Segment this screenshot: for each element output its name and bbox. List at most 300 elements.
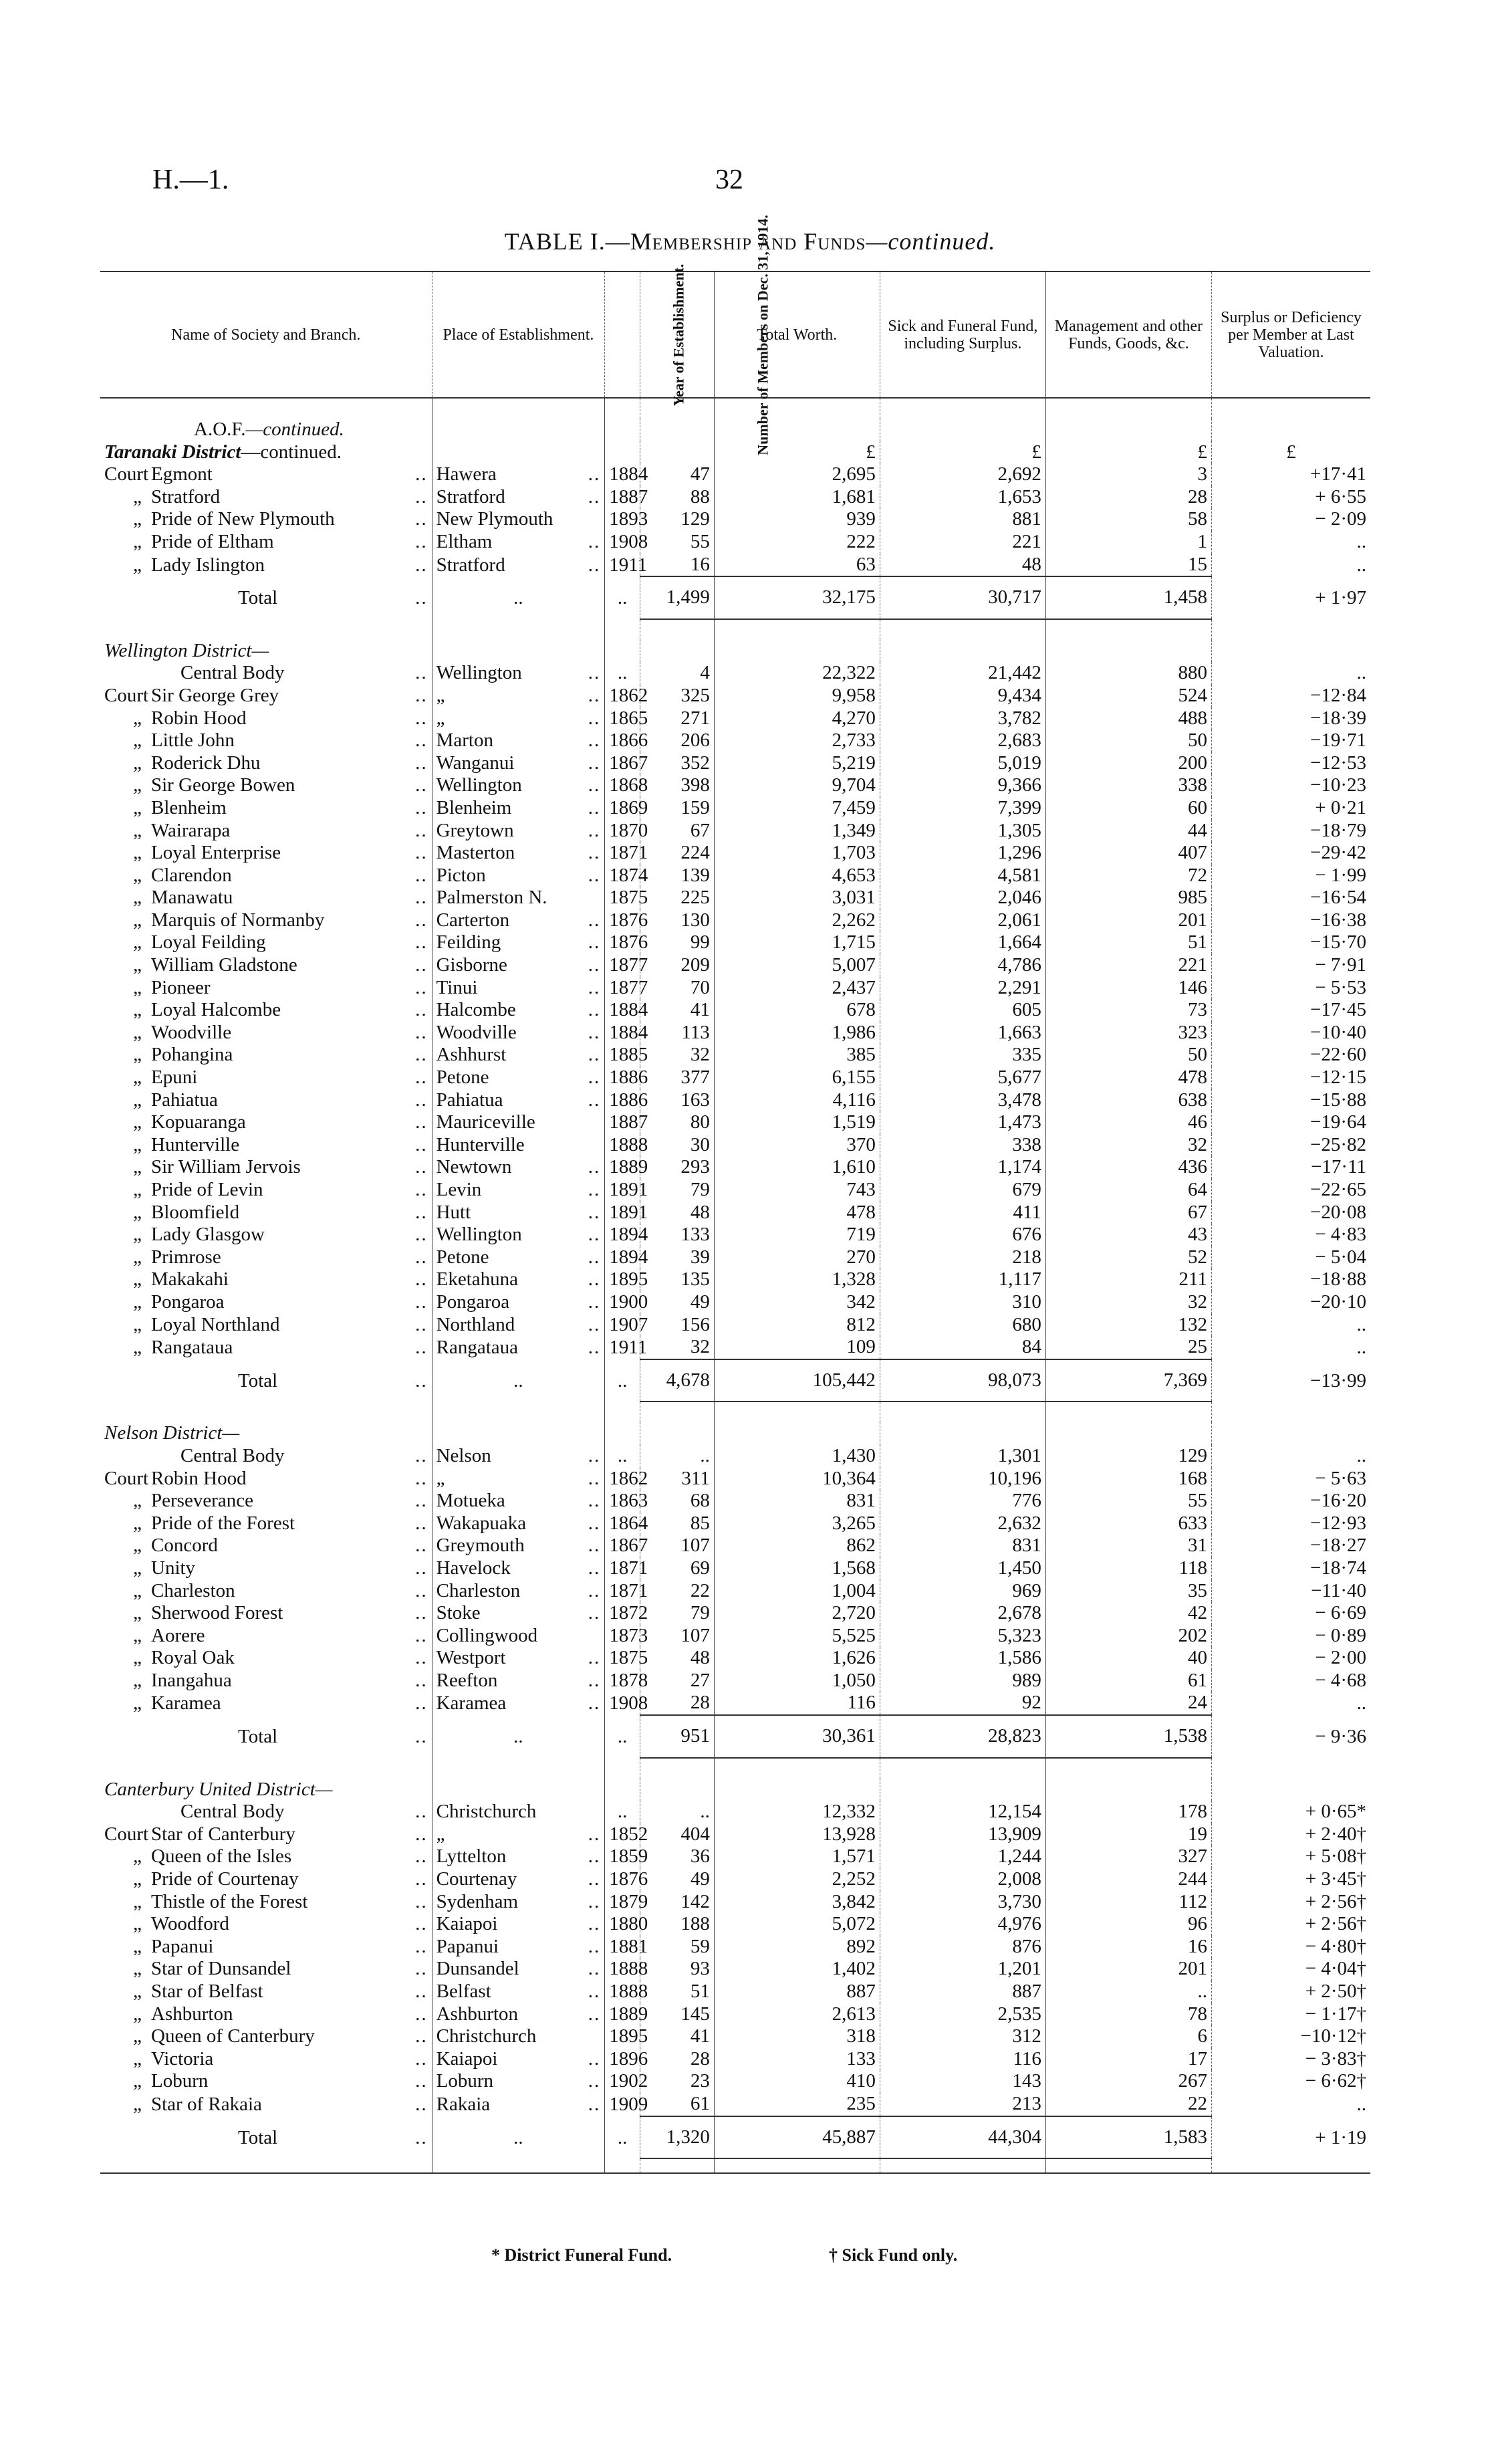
- place-cell: Loburn ..: [432, 2070, 605, 2093]
- currency-cell: [1211, 1422, 1370, 1445]
- surplus-cell: −19·71: [1211, 730, 1370, 752]
- branch-name: Central Body ..: [180, 662, 428, 684]
- surplus-cell: − 7·91: [1211, 954, 1370, 977]
- management-cell: 72: [1045, 865, 1211, 887]
- total-worth-cell: 5,072: [714, 1913, 880, 1936]
- total-worth-cell: 13,928: [714, 1823, 880, 1846]
- total-worth-cell: 2,733: [714, 730, 880, 752]
- year-cell: 1876: [605, 931, 640, 954]
- branch-row: [100, 662, 1370, 685]
- sick-fund-cell: 12,154: [880, 1801, 1045, 1823]
- branch-name: „ Roderick Dhu ..: [133, 752, 428, 774]
- management-cell: 221: [1045, 954, 1211, 977]
- total-worth-cell: 22,322: [714, 662, 880, 685]
- branch-name: „ Woodville ..: [133, 1021, 428, 1043]
- members-cell: 85: [640, 1513, 714, 1535]
- currency-cell: [432, 640, 605, 663]
- branch-row: [100, 1490, 1370, 1513]
- surplus-cell: − 2·09: [1211, 508, 1370, 531]
- place-cell: „ ..: [432, 685, 605, 707]
- total-worth-cell: 831: [714, 1490, 880, 1513]
- surplus-cell: − 4·68: [1211, 1670, 1370, 1692]
- management-cell: 25: [1045, 1336, 1211, 1359]
- sick-fund-cell: 2,678: [880, 1602, 1045, 1625]
- col-header-place: Place of Establishment.: [432, 271, 605, 398]
- year-cell: 1888: [605, 1134, 640, 1157]
- sick-fund-cell: 338: [880, 1134, 1045, 1157]
- members-cell: 30: [640, 1134, 714, 1157]
- year-cell: 1886: [605, 1089, 640, 1112]
- members-cell: 32: [640, 1336, 714, 1359]
- total-worth-cell: 2,252: [714, 1868, 880, 1891]
- sick-fund-cell: 2,535: [880, 2003, 1045, 2026]
- currency-cell: [1045, 1422, 1211, 1445]
- members-cell: 113: [640, 1022, 714, 1044]
- place-cell: Rakaia ..: [432, 2093, 605, 2116]
- currency-cell: [714, 1422, 880, 1445]
- surplus-cell: −15·70: [1211, 931, 1370, 954]
- surplus-cell: ..: [1211, 1445, 1370, 1468]
- end-rule-cell: [605, 2158, 640, 2173]
- sick-fund-cell: 411: [880, 1202, 1045, 1224]
- surplus-cell: + 5·08†: [1211, 1845, 1370, 1868]
- members-cell: 99: [640, 931, 714, 954]
- sick-fund-cell: 213: [880, 2093, 1045, 2116]
- sick-fund-cell: 1,653: [880, 486, 1045, 509]
- total-worth-cell: 4,653: [714, 865, 880, 887]
- management-cell: 202: [1045, 1625, 1211, 1648]
- branch-row: [100, 2093, 1370, 2116]
- branch-row: [100, 1089, 1370, 1112]
- branch-row: [100, 752, 1370, 775]
- page-number: 32: [715, 164, 743, 195]
- place-cell: Petone ..: [432, 1246, 605, 1269]
- year-cell: 1870: [605, 820, 640, 843]
- sick-fund-cell: 605: [880, 999, 1045, 1022]
- sick-fund-cell: 776: [880, 1490, 1045, 1513]
- place-cell: „ ..: [432, 707, 605, 730]
- place-cell: Gisborne ..: [432, 954, 605, 977]
- branch-row: [100, 1625, 1370, 1648]
- surplus-cell: −12·93: [1211, 1513, 1370, 1535]
- management-cell: 51: [1045, 931, 1211, 954]
- spacer-cell: [605, 619, 640, 640]
- sick-fund-cell: 48: [880, 554, 1045, 577]
- management-cell: 327: [1045, 1845, 1211, 1868]
- footnote-asterisk: * District Funeral Fund.: [491, 2245, 672, 2265]
- branch-name: „ Star of Dunsandel ..: [133, 1958, 428, 1980]
- branch-row: [100, 1557, 1370, 1580]
- members-cell: 107: [640, 1535, 714, 1557]
- management-cell: 633: [1045, 1513, 1211, 1535]
- col-header-total-worth: Total Worth.: [714, 271, 880, 398]
- members-cell: 16: [640, 554, 714, 577]
- management-cell: 436: [1045, 1156, 1211, 1179]
- management-cell: 52: [1045, 1246, 1211, 1269]
- sick-fund-cell: 335: [880, 1044, 1045, 1067]
- sick-fund-cell: 312: [880, 2025, 1045, 2048]
- place-cell: Marton ..: [432, 730, 605, 752]
- surplus-cell: − 1·17†: [1211, 2003, 1370, 2026]
- year-cell: 1909: [605, 2093, 640, 2116]
- members-cell: 28: [640, 1692, 714, 1715]
- place-cell: Pongaroa ..: [432, 1291, 605, 1314]
- branch-name: Central Body ..: [180, 1801, 428, 1823]
- currency-cell: [432, 1779, 605, 1801]
- currency-cell: [880, 640, 1045, 663]
- branch-row: [100, 1044, 1370, 1067]
- management-cell: 22: [1045, 2093, 1211, 2116]
- col-header-year: Year of Establishment.: [605, 271, 640, 398]
- place-cell: Eltham ..: [432, 531, 605, 554]
- year-cell: 1871: [605, 1580, 640, 1603]
- branch-row: [100, 1134, 1370, 1157]
- branch-row: [100, 1156, 1370, 1179]
- total-worth-cell: 478: [714, 1202, 880, 1224]
- total-place-cell: ..: [432, 1359, 605, 1402]
- total-worth-cell: 270: [714, 1246, 880, 1269]
- total-worth-cell: 9,958: [714, 685, 880, 707]
- year-cell: 1862: [605, 1468, 640, 1490]
- total-management: 1,458: [1045, 576, 1211, 619]
- district-heading: Taranaki District—continued.: [104, 441, 342, 463]
- currency-cell: [1211, 1779, 1370, 1801]
- sick-fund-cell: 1,586: [880, 1647, 1045, 1670]
- year-cell: 1876: [605, 909, 640, 932]
- surplus-cell: − 5·04: [1211, 1246, 1370, 1269]
- total-worth-cell: 2,437: [714, 977, 880, 1000]
- year-cell: 1875: [605, 1647, 640, 1670]
- spacer-cell: [640, 1402, 714, 1422]
- surplus-cell: ..: [1211, 2093, 1370, 2116]
- place-cell: Christchurch: [432, 2025, 605, 2048]
- management-cell: 42: [1045, 1602, 1211, 1625]
- members-cell: 93: [640, 1958, 714, 1981]
- year-cell: 1893: [605, 508, 640, 531]
- currency-cell: £: [714, 441, 880, 464]
- total-label: Total ..: [238, 2126, 428, 2148]
- management-cell: 64: [1045, 1179, 1211, 1202]
- members-cell: 55: [640, 531, 714, 554]
- surplus-cell: −10·40: [1211, 1022, 1370, 1044]
- spacer-cell: [640, 619, 714, 640]
- place-cell: New Plymouth: [432, 508, 605, 531]
- place-cell: Blenheim ..: [432, 797, 605, 820]
- management-cell: 985: [1045, 887, 1211, 909]
- currency-cell: [714, 1779, 880, 1801]
- members-cell: 51: [640, 1981, 714, 2003]
- branch-name: „ Rangataua ..: [133, 1337, 428, 1359]
- spacer-cell: [640, 1758, 714, 1779]
- branch-name: „ Sir George Bowen ..: [133, 774, 428, 796]
- year-cell: 1872: [605, 1602, 640, 1625]
- place-cell: Wellington ..: [432, 662, 605, 685]
- surplus-cell: ..: [1211, 1314, 1370, 1337]
- place-cell: Motueka ..: [432, 1490, 605, 1513]
- members-cell: 28: [640, 2048, 714, 2071]
- year-cell: 1866: [605, 730, 640, 752]
- currency-cell: [432, 441, 605, 464]
- end-rule-cell: [1045, 2158, 1211, 2173]
- year-cell: 1876: [605, 1868, 640, 1891]
- management-cell: 78: [1045, 2003, 1211, 2026]
- members-cell: 139: [640, 865, 714, 887]
- place-cell: Pahiatua ..: [432, 1089, 605, 1112]
- year-cell: 1907: [605, 1314, 640, 1337]
- total-worth-cell: 1,568: [714, 1557, 880, 1580]
- total-worth-cell: 12,332: [714, 1801, 880, 1823]
- branch-name: „ Loyal Halcombe ..: [133, 999, 428, 1021]
- place-cell: Levin ..: [432, 1179, 605, 1202]
- management-cell: 28: [1045, 486, 1211, 509]
- sick-fund-cell: 1,244: [880, 1845, 1045, 1868]
- district-total-row: [100, 576, 1370, 619]
- sick-fund-cell: 218: [880, 1246, 1045, 1269]
- branch-name: „ Royal Oak ..: [133, 1647, 428, 1669]
- place-cell: Woodville ..: [432, 1022, 605, 1044]
- management-cell: 50: [1045, 730, 1211, 752]
- title-main: Membership and Funds: [630, 228, 866, 255]
- sick-fund-cell: 1,663: [880, 1022, 1045, 1044]
- spacer-cell: [432, 1402, 605, 1422]
- spacer-cell: [605, 1402, 640, 1422]
- spacer-cell: [1211, 1758, 1370, 1779]
- branch-row: [100, 797, 1370, 820]
- total-surplus: −13·99: [1211, 1359, 1370, 1402]
- total-worth-cell: 1,050: [714, 1670, 880, 1692]
- total-sick-fund: 44,304: [880, 2116, 1045, 2159]
- currency-cell: [605, 640, 640, 663]
- sick-fund-cell: 1,117: [880, 1268, 1045, 1291]
- surplus-cell: −18·27: [1211, 1535, 1370, 1557]
- branch-row: [100, 1647, 1370, 1670]
- total-worth-cell: 1,986: [714, 1022, 880, 1044]
- branch-row: [100, 463, 1370, 486]
- surplus-cell: − 0·89: [1211, 1625, 1370, 1648]
- branch-name: „ Manawatu ..: [133, 887, 428, 909]
- branch-name: „ Star of Belfast ..: [133, 1981, 428, 2002]
- total-worth-cell: 5,219: [714, 752, 880, 775]
- place-cell: Stratford ..: [432, 554, 605, 577]
- branch-name: „ Pride of Eltham ..: [133, 530, 428, 552]
- sick-fund-cell: 2,692: [880, 463, 1045, 486]
- spacer-cell: [1211, 1402, 1370, 1422]
- sick-fund-cell: 831: [880, 1535, 1045, 1557]
- members-cell: 135: [640, 1268, 714, 1291]
- total-members: 1,320: [640, 2116, 714, 2159]
- branch-name: Central Body ..: [180, 1444, 428, 1466]
- branch-name: „ Woodford ..: [133, 1913, 428, 1935]
- total-worth-cell: 4,116: [714, 1089, 880, 1112]
- management-cell: 17: [1045, 2048, 1211, 2071]
- members-cell: 41: [640, 999, 714, 1022]
- members-cell: 68: [640, 1490, 714, 1513]
- branch-row: [100, 1022, 1370, 1044]
- members-cell: 70: [640, 977, 714, 1000]
- management-cell: 478: [1045, 1067, 1211, 1089]
- branch-name: „ Victoria ..: [133, 2047, 428, 2069]
- branch-row: [100, 887, 1370, 909]
- surplus-cell: −20·10: [1211, 1291, 1370, 1314]
- surplus-cell: −17·11: [1211, 1156, 1370, 1179]
- management-cell: 201: [1045, 1958, 1211, 1981]
- management-cell: 50: [1045, 1044, 1211, 1067]
- place-cell: Stratford ..: [432, 486, 605, 509]
- place-cell: Reefton ..: [432, 1670, 605, 1692]
- members-cell: 145: [640, 2003, 714, 2026]
- management-cell: 40: [1045, 1647, 1211, 1670]
- surplus-cell: −29·42: [1211, 842, 1370, 865]
- place-cell: Palmerston N.: [432, 887, 605, 909]
- sick-fund-cell: 1,305: [880, 820, 1045, 843]
- district-heading-row: [100, 1779, 1370, 1801]
- branch-row: [100, 1670, 1370, 1692]
- total-worth-cell: 1,626: [714, 1647, 880, 1670]
- year-cell: 1895: [605, 1268, 640, 1291]
- total-worth-cell: 1,004: [714, 1580, 880, 1603]
- management-cell: 201: [1045, 909, 1211, 932]
- total-label: Total ..: [238, 1726, 428, 1748]
- end-rule-cell: [714, 2158, 880, 2173]
- sick-fund-cell: 887: [880, 1981, 1045, 2003]
- branch-row: [100, 909, 1370, 932]
- place-cell: Nelson ..: [432, 1445, 605, 1468]
- management-cell: 112: [1045, 1891, 1211, 1914]
- sick-fund-cell: 9,434: [880, 685, 1045, 707]
- surplus-cell: −10·12†: [1211, 2025, 1370, 2048]
- branch-row: [100, 2070, 1370, 2093]
- currency-cell: £: [1045, 441, 1211, 464]
- branch-name: „ Lady Islington ..: [133, 554, 428, 576]
- sick-fund-cell: 969: [880, 1580, 1045, 1603]
- members-cell: 32: [640, 1044, 714, 1067]
- branch-row: [100, 1314, 1370, 1337]
- branch-row: [100, 1602, 1370, 1625]
- surplus-cell: −18·79: [1211, 820, 1370, 843]
- total-total-worth: 32,175: [714, 576, 880, 619]
- members-cell: 107: [640, 1625, 714, 1648]
- branch-name: „ Blenheim ..: [133, 796, 428, 818]
- place-cell: Hutt ..: [432, 1202, 605, 1224]
- members-cell: 142: [640, 1891, 714, 1914]
- total-worth-cell: 410: [714, 2070, 880, 2093]
- total-year-cell: ..: [605, 1359, 640, 1402]
- sick-fund-cell: 881: [880, 508, 1045, 531]
- place-cell: Hunterville: [432, 1134, 605, 1157]
- management-cell: 178: [1045, 1801, 1211, 1823]
- management-cell: 323: [1045, 1022, 1211, 1044]
- total-worth-cell: 318: [714, 2025, 880, 2048]
- place-cell: Rangataua ..: [432, 1336, 605, 1359]
- surplus-cell: − 6·62†: [1211, 2070, 1370, 2093]
- sick-fund-cell: 3,478: [880, 1089, 1045, 1112]
- place-cell: Carterton ..: [432, 909, 605, 932]
- members-cell: 293: [640, 1156, 714, 1179]
- branch-row: [100, 1845, 1370, 1868]
- branch-row: [100, 1692, 1370, 1715]
- total-total-worth: 105,442: [714, 1359, 880, 1402]
- branch-row: [100, 1291, 1370, 1314]
- total-label: Total ..: [238, 587, 428, 609]
- members-cell: 79: [640, 1179, 714, 1202]
- end-rule-cell: [1211, 2158, 1370, 2173]
- year-cell: 1889: [605, 2003, 640, 2026]
- year-cell: 1894: [605, 1246, 640, 1269]
- branch-name: „ Pride of the Forest ..: [133, 1512, 428, 1534]
- society-heading-row: [100, 419, 1370, 441]
- year-cell: 1911: [605, 1336, 640, 1359]
- header-row: [100, 271, 1370, 398]
- end-rule-cell: [100, 2158, 432, 2173]
- branch-row: [100, 931, 1370, 954]
- sick-fund-cell: 2,046: [880, 887, 1045, 909]
- total-worth-cell: 4,270: [714, 707, 880, 730]
- branch-row: [100, 1202, 1370, 1224]
- surplus-cell: −18·74: [1211, 1557, 1370, 1580]
- total-surplus: − 9·36: [1211, 1715, 1370, 1758]
- sick-fund-cell: 84: [880, 1336, 1045, 1359]
- branch-row: [100, 774, 1370, 797]
- members-cell: 80: [640, 1111, 714, 1134]
- management-cell: ..: [1045, 1981, 1211, 2003]
- total-place-cell: ..: [432, 1715, 605, 1758]
- branch-name: „ Lady Glasgow ..: [133, 1224, 428, 1246]
- management-cell: 129: [1045, 1445, 1211, 1468]
- surplus-cell: − 4·04†: [1211, 1958, 1370, 1981]
- year-cell: 1884: [605, 463, 640, 486]
- branch-row: [100, 531, 1370, 554]
- branch-name: „ Sherwood Forest ..: [133, 1602, 428, 1624]
- col-header-sick-fund: Sick and Funeral Fund, including Surplus.: [880, 271, 1045, 398]
- branch-name: „ Star of Rakaia ..: [133, 2093, 428, 2115]
- surplus-cell: −18·39: [1211, 707, 1370, 730]
- year-cell: 1891: [605, 1179, 640, 1202]
- sick-fund-cell: 5,019: [880, 752, 1045, 775]
- year-cell: 1868: [605, 774, 640, 797]
- place-cell: Sydenham ..: [432, 1891, 605, 1914]
- branch-name: „ Epuni ..: [133, 1067, 428, 1089]
- year-cell: 1888: [605, 1958, 640, 1981]
- sick-fund-cell: 3,730: [880, 1891, 1045, 1914]
- place-cell: Tinui ..: [432, 977, 605, 1000]
- branch-row: [100, 1336, 1370, 1359]
- year-cell: 1887: [605, 486, 640, 509]
- sick-fund-cell: 116: [880, 2048, 1045, 2071]
- total-year-cell: ..: [605, 2116, 640, 2159]
- total-worth-cell: 5,525: [714, 1625, 880, 1648]
- members-cell: 130: [640, 909, 714, 932]
- branch-row: [100, 1224, 1370, 1246]
- spacer-cell: [100, 619, 432, 640]
- total-worth-cell: 892: [714, 1936, 880, 1958]
- total-members: 4,678: [640, 1359, 714, 1402]
- members-cell: 129: [640, 508, 714, 531]
- year-cell: 1884: [605, 999, 640, 1022]
- management-cell: 61: [1045, 1670, 1211, 1692]
- branch-row: [100, 707, 1370, 730]
- branch-name: „ Karamea ..: [133, 1692, 428, 1714]
- currency-cell: [880, 1422, 1045, 1445]
- sick-fund-cell: 310: [880, 1291, 1045, 1314]
- total-worth-cell: 342: [714, 1291, 880, 1314]
- year-cell: 1878: [605, 1670, 640, 1692]
- branch-name: „ Primrose ..: [133, 1246, 428, 1268]
- branch-name: „ Aorere ..: [133, 1624, 428, 1646]
- sick-fund-cell: 143: [880, 2070, 1045, 2093]
- surplus-cell: ..: [1211, 554, 1370, 577]
- total-members: 951: [640, 1715, 714, 1758]
- branch-row: [100, 865, 1370, 887]
